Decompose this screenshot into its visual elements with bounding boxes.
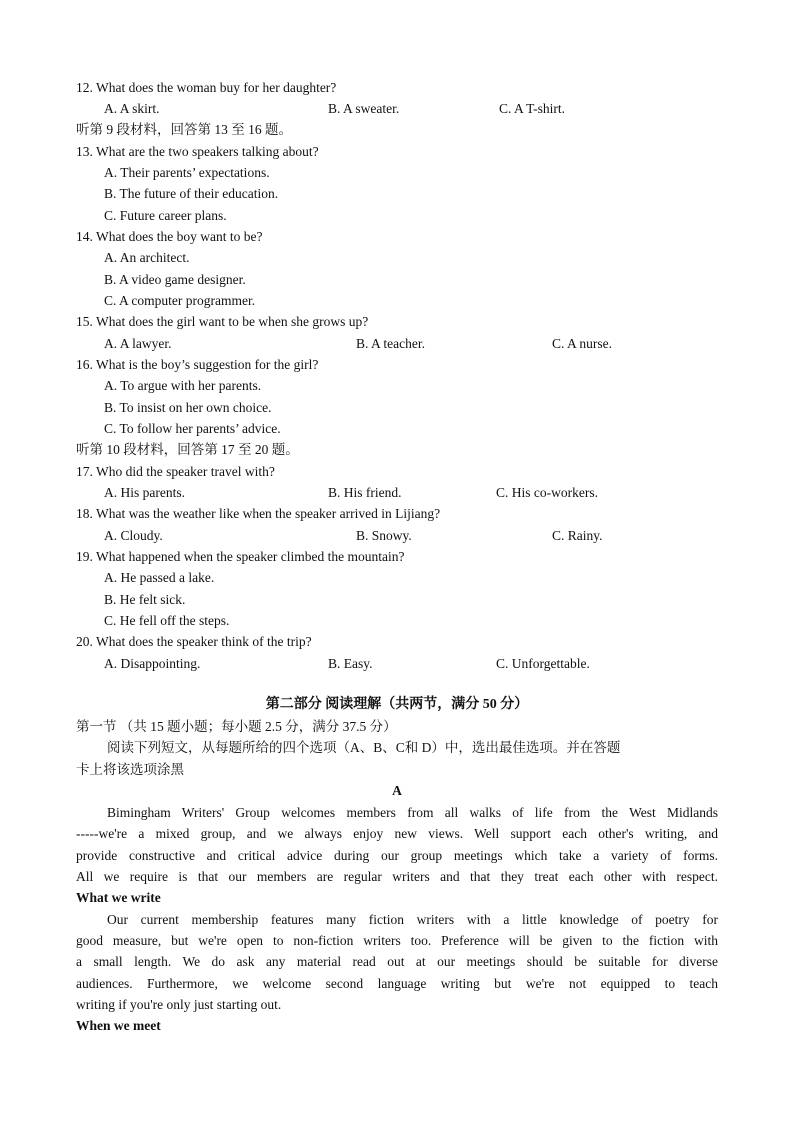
q20-option-a: A. Disappointing. (104, 656, 201, 671)
q12-option-b: B. A sweater. (328, 101, 400, 116)
question-17: 17. Who did the speaker travel with? (76, 464, 275, 479)
q18-option-a: A. Cloudy. (104, 528, 163, 543)
q20-option-c: C. Unforgettable. (496, 656, 590, 671)
q17-option-a: A. His parents. (104, 485, 185, 500)
q19-option-c: C. He fell off the steps. (104, 613, 230, 628)
section-9-heading: 听第 9 段材料，回答第 13 至 16 题。 (76, 122, 292, 137)
question-15: 15. What does the girl want to be when she grows up? (76, 314, 369, 329)
question-12: 12. What does the woman buy for her daughter? (76, 80, 337, 95)
q18-option-c: C. Rainy. (552, 528, 603, 543)
part-2-title: 第二部分 阅读理解（共两节，满分 50 分） (265, 697, 529, 712)
section-1-heading: 第一节 （共 15 题小题；每小题 2.5 分，满分 37.5 分） (76, 719, 397, 734)
p1-line-1: Bimingham Writers' Group welcomes members from all walks of life from the West Midlands (107, 805, 718, 820)
q16-option-b: B. To insist on her own choice. (104, 400, 272, 415)
question-20: 20. What does the speaker think of the trip? (76, 634, 312, 649)
q15-option-a: A. A lawyer. (104, 336, 172, 351)
q15-option-c: C. A nurse. (552, 336, 613, 351)
p2-line-5: writing if you're only just starting out. (76, 997, 282, 1012)
p2-line-3: a small length. We do ask any material read out at our meetings should be suitable for diverse (76, 954, 718, 969)
q12-option-c: C. A T-shirt. (499, 101, 566, 116)
q13-option-a: A. Their parents’ expectations. (104, 165, 270, 180)
p2-line-2: good measure, but we're open to non-fiction writers too. Preference will be given to the fiction with (76, 933, 718, 948)
instruction-line-2: 卡上将该选项涂黑 (76, 762, 184, 777)
question-13: 13. What are the two speakers talking about? (76, 144, 319, 159)
passage-letter: A (392, 783, 402, 798)
p2-line-1: Our current membership features many fiction writers with a little knowledge of poetry for (107, 912, 718, 927)
question-18: 18. What was the weather like when the speaker arrived in Lijiang? (76, 506, 441, 521)
p1-line-4: All we require is that our members are regular writers and that they treat each other with respect. (76, 869, 718, 884)
p2-line-4: audiences. Furthermore, we welcome second language writing but we're not equipped to teach (76, 976, 718, 991)
question-19: 19. What happened when the speaker climbed the mountain? (76, 549, 405, 564)
heading-when-we-meet: When we meet (76, 1018, 161, 1033)
question-14: 14. What does the boy want to be? (76, 229, 263, 244)
q18-option-b: B. Snowy. (356, 528, 412, 543)
q16-option-a: A. To argue with her parents. (104, 378, 262, 393)
q20-option-b: B. Easy. (328, 656, 373, 671)
q17-option-c: C. His co-workers. (496, 485, 598, 500)
section-10-heading: 听第 10 段材料，回答第 17 至 20 题。 (76, 442, 299, 457)
q15-option-b: B. A teacher. (356, 336, 425, 351)
q17-option-b: B. His friend. (328, 485, 402, 500)
q14-option-a: A. An architect. (104, 250, 190, 265)
q19-option-a: A. He passed a lake. (104, 570, 215, 585)
question-16: 16. What is the boy’s suggestion for the girl? (76, 357, 319, 372)
q13-option-b: B. The future of their education. (104, 186, 279, 201)
instruction-line-1: 阅读下列短文，从每题所给的四个选项（A、B、C和 D）中，选出最佳选项。并在答题 (107, 740, 621, 755)
q13-option-c: C. Future career plans. (104, 208, 227, 223)
q14-option-c: C. A computer programmer. (104, 293, 256, 308)
q16-option-c: C. To follow her parents’ advice. (104, 421, 281, 436)
heading-what-we-write: What we write (76, 890, 161, 905)
q12-option-a: A. A skirt. (104, 101, 160, 116)
p1-line-2: -----we're a mixed group, and we always enjoy new views. Well support each other's writing, and (76, 826, 718, 841)
q14-option-b: B. A video game designer. (104, 272, 246, 287)
p1-line-3: provide constructive and critical advice during our group meetings which take a variety of forms. (76, 848, 718, 863)
q19-option-b: B. He felt sick. (104, 592, 186, 607)
